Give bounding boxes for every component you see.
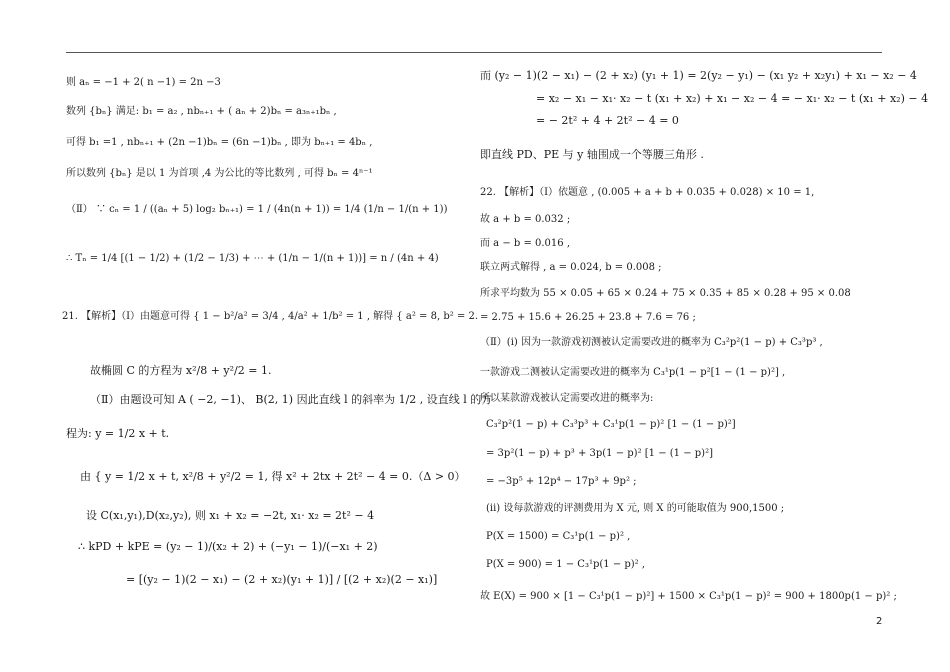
expectation: 故 E(X) = 900 × [1 − C₃¹p(1 − p)²] + 1500 × C₃¹p(1 − p)² = 900 + 1800p(1 − p)² ; bbox=[480, 591, 897, 602]
slope-sum: ∴ kPD + kPE = (y₂ − 1)/(x₂ + 2) + (−y₁ − 1)/(−x₁ + 2) bbox=[78, 540, 378, 553]
prob-total-label: 所以某款游戏被认定需要改进的概率为: bbox=[480, 393, 654, 404]
prob-total-expand: = 3p²(1 − p) + p³ + 3p(1 − p)² [1 − (1 − p)²] bbox=[486, 448, 713, 459]
bn-recurrence: 可得 b₁ =1 , nbₙ₊₁ + (2n −1)bₙ = (6n −1)bₙ , 即为 bₙ₊₁ = 4bₙ , bbox=[66, 137, 373, 148]
cost-values: (ⅱ) 设每款游戏的评测费用为 X 元, 则 X 的可能取值为 900,1500 ; bbox=[486, 503, 785, 514]
ellipse-equation: 故椭圆 C 的方程为 x²/8 + y²/2 = 1. bbox=[90, 364, 272, 377]
line-equation: 程为: y = 1/2 x + t. bbox=[66, 427, 170, 440]
a-plus-b: 故 a + b = 0.032 ; bbox=[480, 214, 571, 225]
header-rule bbox=[66, 52, 882, 53]
numerator-simplify: = x₂ − x₁ − x₁· x₂ − t (x₁ + x₂) + x₁ − x₂ − 4 = − x₁· x₂ − t (x₁ + x₂) − 4 bbox=[536, 92, 929, 105]
numerator-expand: 而 (y₂ − 1)(2 − x₁) − (2 + x₂) (y₁ + 1) = 2(y₂ − y₁) − (x₁ y₂ + x₂y₁) + x₁ − x₂ − 4 bbox=[480, 69, 917, 82]
prob-first-test: （Ⅱ）(ⅰ) 因为一款游戏初测被认定需要改进的概率为 C₃²p²(1 − p) + C₃³p³ , bbox=[480, 337, 823, 348]
mean-value: = 2.75 + 15.6 + 26.25 + 23.8 + 7.6 = 76 ; bbox=[480, 312, 696, 323]
cn-formula: （Ⅱ） ∵ cₙ = 1 / ((aₙ + 5) log₂ bₙ₊₁) = 1 / (4n(n + 1)) = 1/4 (1/n − 1/(n + 1)) bbox=[66, 204, 448, 215]
system-solution: 由 { y = 1/2 x + t, x²/8 + y²/2 = 1, 得 x² + 2tx + 2t² − 4 = 0.（Δ > 0） bbox=[80, 470, 466, 483]
problem-21-part1: 21. 【解析】（Ⅰ）由题意可得 { 1 − b²/a² = 3/4 , 4/a² + 1/b² = 1 , 解得 { a² = 8, b² = 2. bbox=[62, 311, 479, 322]
numerator-zero: = − 2t² + 4 + 2t² − 4 = 0 bbox=[536, 114, 679, 127]
line-setup: （Ⅱ）由题设可知 A ( −2, −1)、 B(2, 1) 因此直线 l 的斜率为 1/2 , 设直线 l 的方 bbox=[90, 393, 493, 406]
problem-22-part1: 22. 【解析】（Ⅰ）依题意 , (0.005 + a + b + 0.035 + 0.028) × 10 = 1, bbox=[480, 187, 815, 198]
slope-sum-combined: = [(y₂ − 1)(2 − x₁) − (2 + x₂)(y₁ + 1)] / [(2 + x₂)(2 − x₁)] bbox=[126, 573, 438, 586]
page-number: 2 bbox=[876, 616, 883, 627]
vieta-relations: 设 C(x₁,y₁),D(x₂,y₂), 则 x₁ + x₂ = −2t, x₁· x₂ = 2t² − 4 bbox=[86, 509, 375, 522]
solve-ab: 联立两式解得 , a = 0.024, b = 0.008 ; bbox=[480, 262, 662, 273]
bn-geometric: 所以数列 {bₙ} 是以 1 为首项 ,4 为公比的等比数列 , 可得 bₙ = 4ⁿ⁻¹ bbox=[66, 168, 373, 179]
conclusion-21: 即直线 PD、PE 与 y 轴围成一个等腰三角形 . bbox=[480, 148, 704, 161]
prob-total-expr: C₃²p²(1 − p) + C₃³p³ + C₃¹p(1 − p)² [1 − (1 − p)²] bbox=[486, 419, 736, 430]
tn-sum: ∴ Tₙ = 1/4 [(1 − 1/2) + (1/2 − 1/3) + ⋯ + (1/n − 1/(n + 1))] = n / (4n + 4) bbox=[66, 253, 439, 264]
an-formula: 则 aₙ = −1 + 2( n −1) = 2n −3 bbox=[66, 77, 221, 88]
p-x-1500: P(X = 1500) = C₃¹p(1 − p)² , bbox=[486, 531, 631, 542]
bn-condition: 数列 {bₙ} 满足: b₁ = a₂ , nbₙ₊₁ + ( aₙ + 2)bₙ = a₃ₙ₊₁bₙ , bbox=[66, 106, 337, 117]
prob-second-test: 一款游戏二测被认定需要改进的概率为 C₃¹p(1 − p²[1 − (1 − p)²] , bbox=[480, 367, 786, 378]
a-minus-b: 而 a − b = 0.016 , bbox=[480, 238, 570, 249]
p-x-900: P(X = 900) = 1 − C₃¹p(1 − p)² , bbox=[486, 559, 646, 570]
mean-expression: 所求平均数为 55 × 0.05 + 65 × 0.24 + 75 × 0.35 + 85 × 0.28 + 95 × 0.08 bbox=[480, 288, 851, 299]
prob-total-poly: = −3p⁵ + 12p⁴ − 17p³ + 9p² ; bbox=[486, 476, 637, 487]
